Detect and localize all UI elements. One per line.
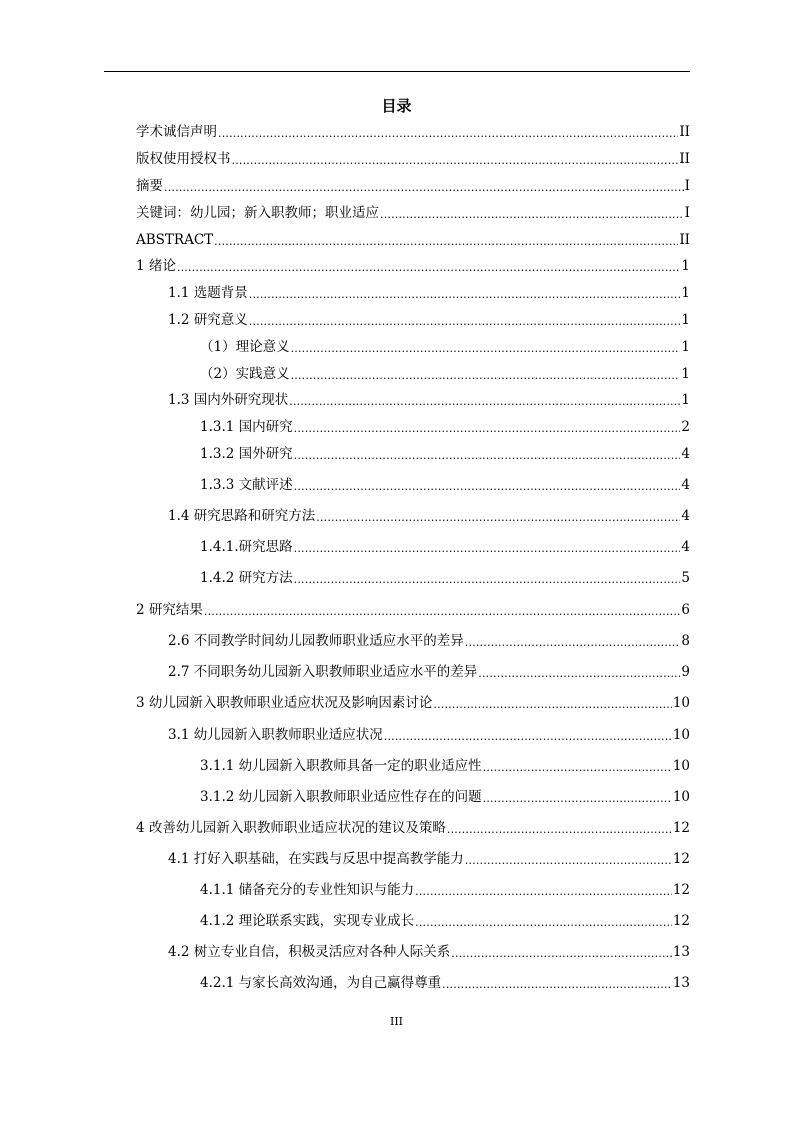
toc-dot-leader (294, 445, 681, 463)
toc-entry-page: 10 (672, 727, 690, 743)
toc-entry[interactable] (168, 284, 690, 302)
toc-entry[interactable] (168, 632, 690, 650)
toc-dot-leader (483, 788, 672, 806)
toc-dot-leader (316, 507, 680, 525)
toc-dot-leader (442, 974, 672, 992)
toc-entry-title: 3.1.2 幼儿园新入职教师职业适应性存在的问题 (200, 789, 482, 805)
toc-entry-title: 1.2 研究意义 (168, 312, 248, 328)
toc-entry-page: I (684, 178, 690, 194)
toc-entry-page: II (679, 232, 690, 248)
toc-entry[interactable] (168, 507, 690, 525)
toc-entry-title: 1 绪论 (136, 258, 176, 274)
toc-entry-title: ABSTRACT (136, 232, 214, 248)
toc-dot-leader (294, 569, 681, 587)
toc-dot-leader (249, 311, 681, 329)
toc-entry-page: II (679, 151, 690, 167)
toc-entry-title: 1.3.1 国内研究 (200, 419, 293, 435)
toc-entry-page: 5 (681, 570, 690, 586)
page-number: III (389, 1015, 404, 1028)
toc-entry-page: 10 (672, 758, 690, 774)
toc-entry[interactable] (168, 943, 690, 961)
toc-entry-title: 4.2 树立专业自信，积极灵活应对各种人际关系 (168, 944, 451, 960)
toc-entry-page: 4 (681, 477, 690, 493)
toc-dot-leader (164, 177, 684, 195)
toc-dot-leader (249, 284, 681, 302)
toc-entry-page: 4 (681, 446, 690, 462)
toc-entry-page: 4 (681, 539, 690, 555)
toc-entry[interactable] (200, 338, 690, 356)
toc-dot-leader (415, 912, 672, 930)
toc-entry-title: 2.7 不同职务幼儿园新入职教师职业适应水平的差异 (168, 664, 478, 680)
toc-entry[interactable] (200, 881, 690, 899)
toc-entry-page: II (679, 124, 690, 140)
toc-entry-title: 1.3 国内外研究现状 (168, 392, 289, 408)
toc-entry-title: 4.2.1 与家长高效沟通，为自己赢得尊重 (200, 975, 442, 991)
toc-entry[interactable] (136, 231, 690, 249)
toc-entry-title: （1）理论意义 (200, 339, 290, 355)
toc-entry[interactable] (200, 365, 690, 383)
toc-dot-leader (465, 632, 681, 650)
toc-entry[interactable] (200, 974, 690, 992)
toc-dot-leader (291, 338, 681, 356)
toc-dot-leader (465, 850, 672, 868)
toc-entry-page: 1 (681, 339, 690, 355)
toc-entry[interactable] (136, 123, 690, 141)
toc-dot-leader (294, 538, 681, 556)
toc-entry-title: 4.1.2 理论联系实践，实现专业成长 (200, 913, 415, 929)
toc-entry-page: 8 (681, 633, 690, 649)
toc-dot-leader (289, 391, 680, 409)
toc-dot-leader (204, 601, 681, 619)
toc-entry-title: 1.3.3 文献评述 (200, 477, 293, 493)
toc-dot-leader (478, 663, 680, 681)
toc-entry-page: 13 (672, 975, 690, 991)
toc-dot-leader (218, 123, 678, 141)
toc-entry-page: 10 (672, 695, 690, 711)
toc-entry-title: 1.4 研究思路和研究方法 (168, 508, 316, 524)
toc-entry-title: 2 研究结果 (136, 602, 203, 618)
toc-entry-page: 12 (672, 820, 690, 836)
toc-entry-page: 1 (681, 285, 690, 301)
toc-dot-leader (294, 476, 681, 494)
toc-entry[interactable] (136, 694, 690, 712)
toc-entry[interactable] (200, 912, 690, 930)
toc-entry-page: 9 (681, 664, 690, 680)
toc-entry-page: I (684, 205, 690, 221)
toc-entry-title: 4.1.1 储备充分的专业性知识与能力 (200, 882, 415, 898)
toc-entry-title: 学术诚信声明 (136, 124, 217, 140)
toc-dot-leader (447, 819, 672, 837)
toc-dot-leader (294, 418, 681, 436)
toc-entry-page: 6 (681, 602, 690, 618)
toc-entry-page: 12 (672, 851, 690, 867)
toc-dot-leader (384, 726, 672, 744)
toc-entry[interactable] (200, 538, 690, 556)
toc-entry-page: 1 (681, 366, 690, 382)
toc-entry[interactable] (168, 311, 690, 329)
toc-dot-leader (380, 204, 684, 222)
toc-entry-title: 1.3.2 国外研究 (200, 446, 293, 462)
toc-entry-title: 关键词：幼儿园；新入职教师；职业适应 (136, 205, 379, 221)
toc-entry-page: 12 (672, 882, 690, 898)
toc-entry[interactable] (168, 391, 690, 409)
toc-dot-leader (415, 881, 672, 899)
toc-entry[interactable] (136, 177, 690, 195)
toc-entry-page: 1 (681, 258, 690, 274)
toc-entry[interactable] (200, 569, 690, 587)
toc-entry-page: 1 (681, 392, 690, 408)
toc-entry[interactable] (136, 204, 690, 222)
toc-entry-title: 3 幼儿园新入职教师职业适应状况及影响因素讨论 (136, 695, 433, 711)
toc-dot-leader (451, 943, 672, 961)
toc-entry-page: 12 (672, 913, 690, 929)
toc-entry-title: 1.1 选题背景 (168, 285, 248, 301)
toc-entry-title: 1.4.1.研究思路 (200, 539, 293, 555)
toc-entry[interactable] (136, 819, 690, 837)
toc-entry-title: 4 改善幼儿园新入职教师职业适应状况的建议及策略 (136, 820, 446, 836)
toc-dot-leader (483, 757, 672, 775)
toc-entry[interactable] (168, 663, 690, 681)
toc-dot-leader (433, 694, 671, 712)
toc-entry[interactable] (200, 476, 690, 494)
toc-entry-title: 4.1 打好入职基础，在实践与反思中提高教学能力 (168, 851, 464, 867)
toc-dot-leader (214, 231, 678, 249)
toc-entry-title: 2.6 不同教学时间幼儿园教师职业适应水平的差异 (168, 633, 464, 649)
toc-entry-title: 3.1 幼儿园新入职教师职业适应状况 (168, 727, 383, 743)
toc-entry[interactable] (200, 445, 690, 463)
toc-entry-title: 1.4.2 研究方法 (200, 570, 293, 586)
toc-entry-title: 摘要 (136, 178, 163, 194)
toc-entry[interactable] (168, 850, 690, 868)
toc-entry-page: 4 (681, 508, 690, 524)
toc-entry-page: 10 (672, 789, 690, 805)
toc-entry[interactable] (136, 150, 690, 168)
toc-dot-leader (232, 150, 679, 168)
toc-entry[interactable] (136, 601, 690, 619)
toc-entry[interactable] (200, 788, 690, 806)
toc-entry[interactable] (168, 726, 690, 744)
toc-entry-page: 1 (681, 312, 690, 328)
toc-entry-page: 2 (681, 419, 690, 435)
toc-entry-title: （2）实践意义 (200, 366, 290, 382)
toc-entry-page: 13 (672, 944, 690, 960)
toc-dot-leader (291, 365, 681, 383)
toc-entry[interactable] (200, 418, 690, 436)
page-title: 目录 (381, 97, 412, 115)
toc-entry[interactable] (136, 257, 690, 275)
toc-entry-title: 版权使用授权书 (136, 151, 231, 167)
toc-dot-leader (177, 257, 681, 275)
toc-entry-title: 3.1.1 幼儿园新入职教师具备一定的职业适应性 (200, 758, 482, 774)
toc-entry[interactable] (200, 757, 690, 775)
